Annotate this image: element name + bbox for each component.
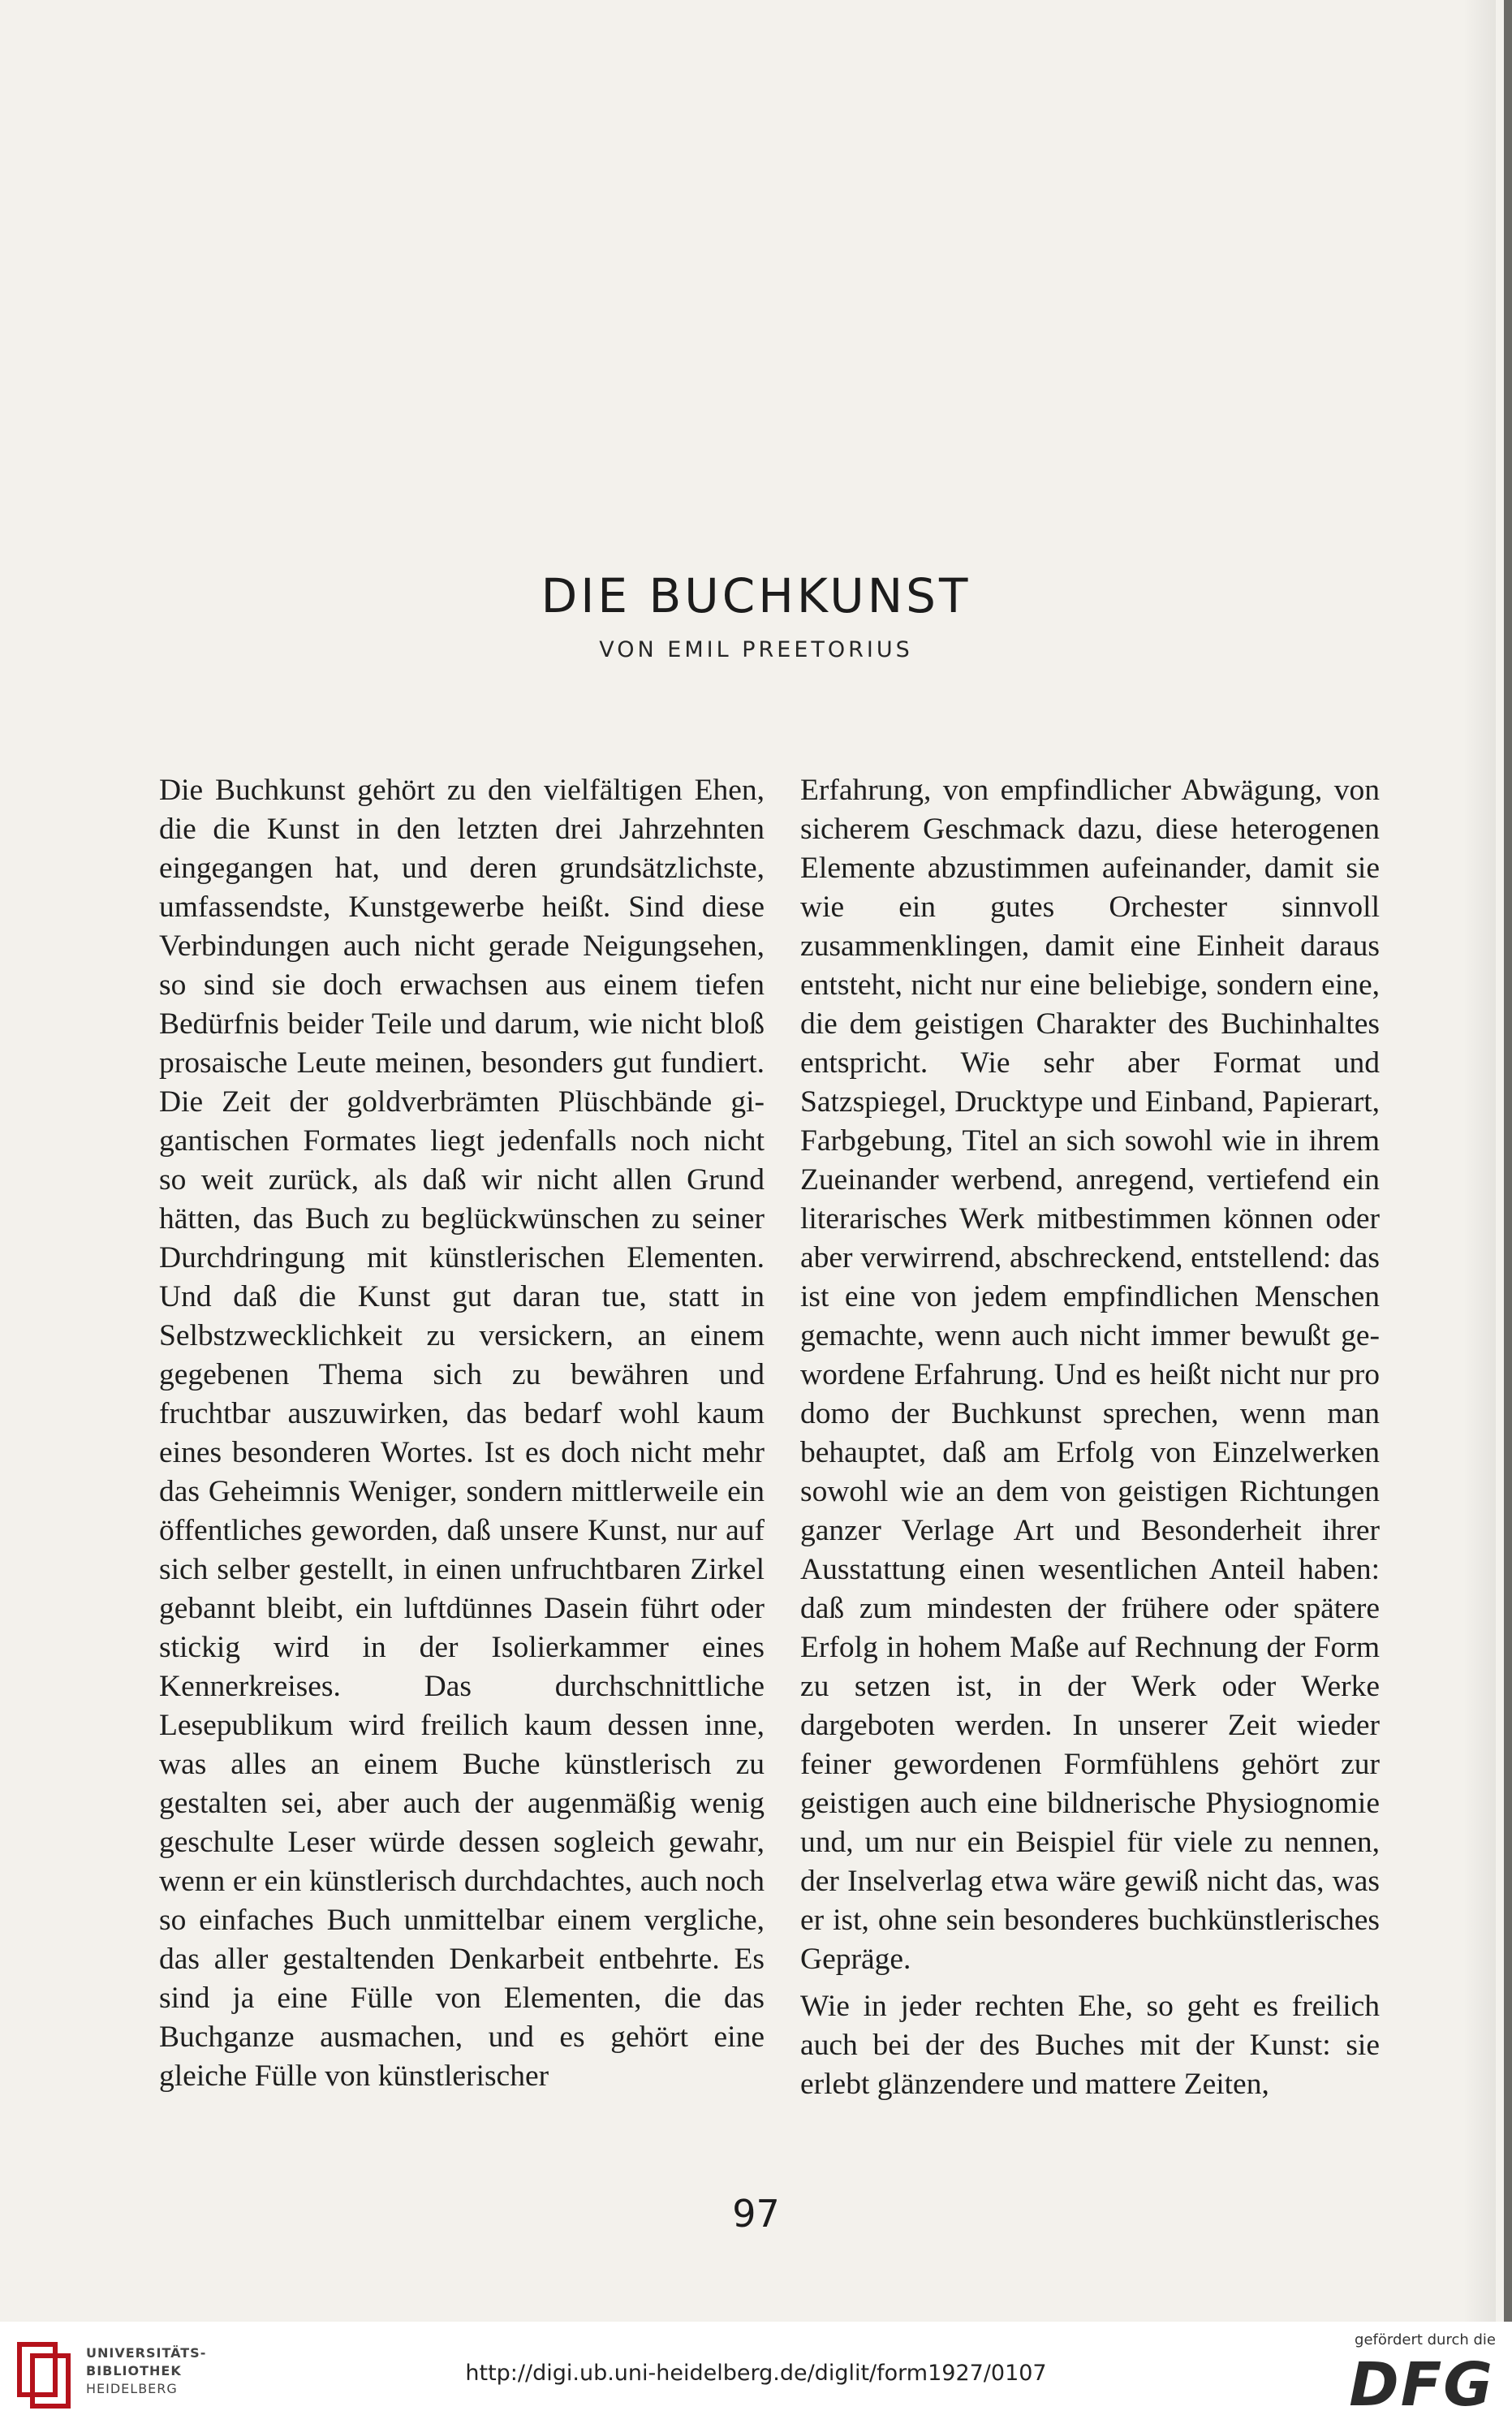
paragraph: Erfahrung, von empfindlicher Abwägung, von sicherem Geschmack dazu, diese heterogenen Elemente abzustimmen aufeinander, damit sie wie ein gutes Orchester sinnvoll zusammenklingen, damit eine Einheit daraus entsteht, nicht nur eine beliebige, sondern eine, die dem geistigen Charakter des Buchinhaltes entspricht. Wie sehr aber Format und Satzspiegel, Drucktype und Einband, Papierart, Farbgebung, Titel an sich sowohl wie in ihrem Zueinander werbend, anregend, vertiefend ein literarisches Werk mitbestimmen können oder aber verwirrend, abschreckend, entstellend: das ist eine von jedem empfindlichen Menschen gemachte, wenn auch nicht immer bewußt gewordene Erfahrung. Und es heißt nicht nur pro domo der Buchkunst sprechen, wenn man behauptet, daß am Erfolg von Einzelwerken sowohl wie an dem von geistigen Richtungen ganzer Verlage Art und Besonderheit ihrer Ausstattung einen wesentlichen Anteil haben: daß zum mindesten der frühere oder spätere Erfolg in hohem Maße auf Rechnung der Form zu setzen ist, in der Werk oder Werke dargeboten werden. In unserer Zeit wieder feiner gewordenen Formfühlens gehört zur geistigen auch eine bildnerische Physiognomie und, um nur ein Beispiel für viele zu nennen, der Inselverlag etwa wäre gewiß nicht das, was er ist, ohne sein besonderes buchkünstlerisches Gepräge.	[800, 774, 1380, 1976]
library-name-line: BIBLIOTHEK	[86, 2363, 182, 2378]
page-number: 97	[732, 2192, 780, 2236]
permalink-url[interactable]: http://digi.ub.uni-heidelberg.de/diglit/form1927/0107	[465, 2361, 1047, 2386]
library-name-line: UNIVERSITÄTS-	[86, 2345, 207, 2361]
paragraph: Wie in jeder rechten Ehe, so geht es freilich auch bei der des Buches mit der Kunst: sie erlebt glänzendere und mattere Zeiten,	[800, 1990, 1380, 2101]
text-column-left	[159, 771, 765, 2096]
page-edge-shadow	[1463, 0, 1496, 2322]
paragraph: Die Buchkunst gehört zu den vielfältigen Ehen, die die Kunst in den letzten drei Jahrzehnten eingegangen hat, und deren grundsätzlichste, umfassendste, Kunstgewerbe heißt. Sind diese Verbindungen auch nicht gerade Neigungsehen, so sind sie doch erwachsen aus einem tiefen Bedürfnis beider Teile und darum, wie nicht bloß prosaische Leute meinen, besonders gut fundiert. Die Zeit der goldverbrämten Plüschbände gigantischen Formates liegt jedenfalls noch nicht so weit zurück, als daß wir nicht allen Grund hätten, das Buch zu beglückwünschen zu seiner Durchdringung mit künstlerischen Elementen. Und daß die Kunst gut daran tue, statt in Selbstzwecklichkeit zu versickern, an einem gegebenen Thema sich zu bewähren und fruchtbar auszuwirken, das bedarf wohl kaum eines besonderen Wortes. Ist es doch nicht mehr das Geheimnis Weniger, sondern mittlerweile ein öffentliches geworden, daß unsere Kunst, nur auf sich selber gestellt, in einen unfruchtbaren Zirkel gebannt bleibt, ein luftdünnes Dasein führt oder stickig wird in der Isolierkammer eines Kennerkreises. Das durchschnittliche Lesepublikum wird freilich kaum dessen inne, was alles an einem Buche künstlerisch zu gestalten sei, aber auch der augenmäßig wenig geschulte Leser würde dessen sogleich gewahr, wenn er ein künstlerisch durchdachtes, auch noch so einfaches Buch unmittelbar einem vergliche, das aller gestaltenden Denkarbeit entbehrte. Es sind ja eine Fülle von Elementen, die das Buchganze ausmachen, und es gehört eine gleiche Fülle von künstlerischer	[159, 774, 765, 2093]
funding-label: gefördert durch die	[1355, 2331, 1496, 2348]
digitization-footer	[0, 2322, 1512, 2428]
dfg-logo: DFG	[1349, 2350, 1494, 2420]
library-name-line: HEIDELBERG	[86, 2381, 178, 2396]
text-column-right	[800, 771, 1380, 2104]
article-title: DIE BUCHKUNST	[541, 568, 971, 623]
article-byline: VON EMIL PREETORIUS	[599, 637, 913, 662]
